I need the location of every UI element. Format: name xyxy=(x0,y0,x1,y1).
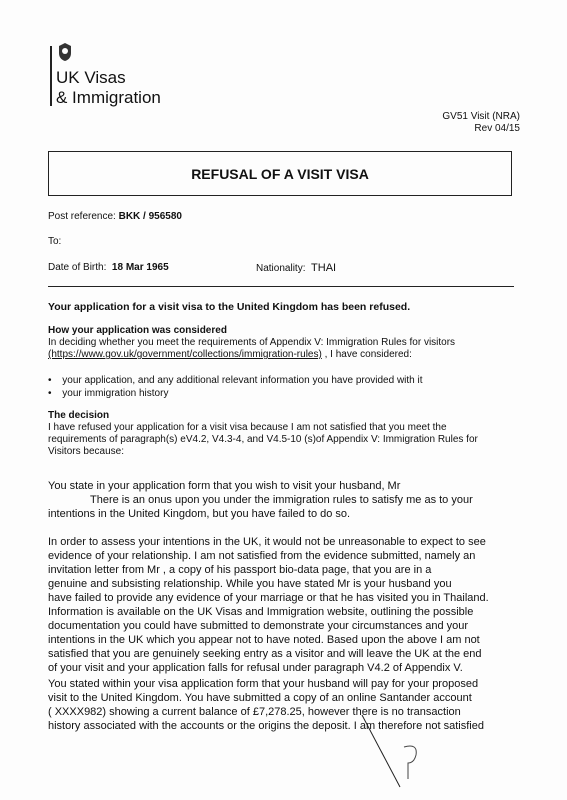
logo-divider xyxy=(50,46,52,106)
paragraph-finances xyxy=(48,677,528,733)
paragraph-line: You state in your application form that you wish to visit your husband, Mr xyxy=(48,480,401,492)
nationality-label: Nationality: xyxy=(256,263,306,274)
bullet-text: your application, and any additional relevant information you have provided with it xyxy=(62,375,423,386)
decision-line: I have refused your application for a visit visa because I am not satisfied that you meet the xyxy=(48,422,447,433)
considered-line2 xyxy=(48,349,518,361)
paragraph-line: of your visit and your application falls for refusal under paragraph V4.2 of Appendix V. xyxy=(48,662,463,674)
immigration-rules-link[interactable]: (https://www.gov.uk/government/collections/immigration-rules) xyxy=(48,349,322,360)
bullet-dot-icon: • xyxy=(48,388,52,399)
divider xyxy=(48,286,514,287)
post-ref-value: BKK / 956580 xyxy=(118,211,182,222)
decision-text xyxy=(48,422,523,458)
paragraph-line: invitation letter from Mr , a copy of his passport bio-data page, that you are in a xyxy=(48,564,432,576)
post-reference xyxy=(48,211,182,223)
paragraph-line: intentions in the UK which you appear not to have noted. Based upon the above I am not xyxy=(48,634,480,646)
dob-value: 18 Mar 1965 xyxy=(111,262,169,273)
form-code-value: GV51 Visit (NRA) xyxy=(442,111,520,122)
paragraph-line: evidence of your relationship. I am not satisfied from the evidence submitted, namely an xyxy=(48,550,476,562)
decision-line: Visitors because: xyxy=(48,446,124,457)
dob xyxy=(48,262,169,274)
royal-crest-icon xyxy=(56,42,74,62)
paragraph-evidence xyxy=(48,535,528,675)
paragraph-line: satisfied that you are genuinely seeking entry as a visitor and will leave the UK at the end xyxy=(48,648,482,660)
bullet-text: your immigration history xyxy=(62,388,169,399)
considered-text xyxy=(48,337,518,361)
decision-heading: The decision xyxy=(48,410,110,421)
bullet-item xyxy=(48,375,423,387)
decision-line: requirements of paragraph(s) eV4.2, V4.3-4, and V4.5-10 (s)of Appendix V: Immigration Rules for xyxy=(48,434,478,445)
org-name-line2: & Immigration xyxy=(56,88,161,107)
paragraph-relationship-intent xyxy=(48,479,523,521)
document-title: REFUSAL OF A VISIT VISA xyxy=(191,166,369,182)
org-name-line1: UK Visas xyxy=(56,68,126,87)
bullet-dot-icon: • xyxy=(48,375,52,386)
paragraph-line: In order to assess your intentions in the UK, it would not be unreasonable to expect to see xyxy=(48,536,486,548)
form-code xyxy=(442,111,520,135)
paragraph-line: Information is available on the UK Visas and Immigration website, outlining the possible xyxy=(48,606,474,618)
paragraph-line: documentation you could have submitted to demonstrate your circumstances and your xyxy=(48,620,469,632)
nationality-value: THAI xyxy=(311,262,337,274)
considered-heading: How your application was considered xyxy=(48,325,227,336)
dob-label: Date of Birth: xyxy=(48,262,107,273)
bullet-item xyxy=(48,388,168,400)
paragraph-line: ( XXXX982) showing a current balance of £7,278.25, however there is no transaction xyxy=(48,706,461,718)
paragraph-line: intentions in the United Kingdom, but you have failed to do so. xyxy=(48,508,351,520)
paragraph-line: There is an onus upon you under the immigration rules to satisfy me as to your xyxy=(90,494,473,506)
paragraph-line: visit to the United Kingdom. You have submitted a copy of an online Santander account xyxy=(48,692,472,704)
paragraph-line: You stated within your visa application form that your husband will pay for your proposed xyxy=(48,678,479,690)
considered-line2-after: , I have considered: xyxy=(324,349,412,360)
paragraph-line: have failed to provide any evidence of your marriage or that he has visited you in Thailand. xyxy=(48,592,489,604)
nationality xyxy=(256,262,336,275)
considered-line1: In deciding whether you meet the requirements of Appendix V: Immigration Rules for visitors xyxy=(48,337,456,348)
refused-heading: Your application for a visit visa to the United Kingdom has been refused. xyxy=(48,301,411,313)
form-revision: Rev 04/15 xyxy=(474,123,520,134)
paragraph-line: history associated with the accounts or the origins the deposit. I am therefore not satisfied xyxy=(48,720,484,732)
paragraph-line: genuine and subsisting relationship. While you have stated Mr is your husband you xyxy=(48,578,452,590)
handwritten-mark xyxy=(360,707,420,797)
to-label: To: xyxy=(48,236,62,247)
post-ref-label: Post reference: xyxy=(48,211,116,222)
